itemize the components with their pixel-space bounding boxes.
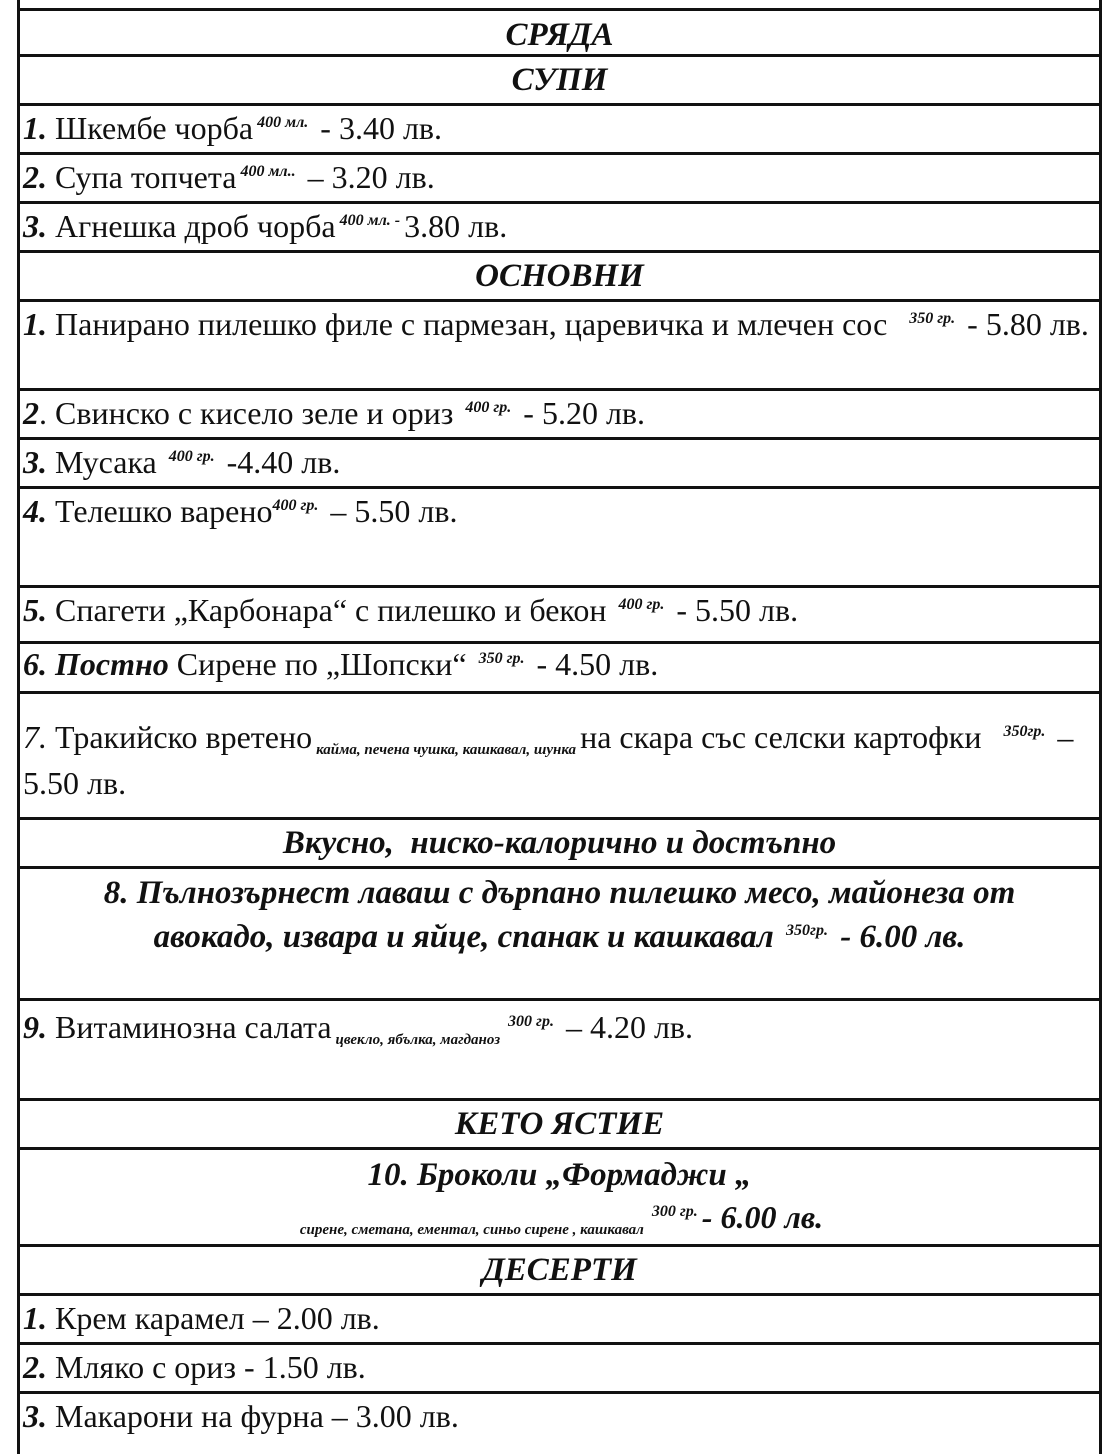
- section-header-light: [20, 820, 1099, 869]
- menu-item-dessert-2: 2. Мляко с ориз - 1.50 лв.: [20, 1345, 1099, 1394]
- section-title: ОСНОВНИ: [475, 258, 644, 294]
- top-border: [17, 0, 1102, 8]
- item-weight: 400 мл.: [257, 114, 309, 131]
- item-weight: 300 гр.: [508, 1013, 554, 1030]
- item-name: Телешко варено: [55, 493, 273, 529]
- item-price: - 6.00 лв.: [701, 1199, 824, 1235]
- section-header-mains: [20, 253, 1099, 302]
- menu-item-keto-10: [20, 1150, 1099, 1247]
- section-header-desserts: [20, 1247, 1099, 1296]
- item-name: Макарони на фурна – 3.00 лв.: [55, 1398, 459, 1434]
- item-weight: 350 гр.: [909, 310, 956, 327]
- item-name: Витаминозна салата: [55, 1009, 332, 1045]
- item-price: - 5.50 лв.: [676, 592, 799, 628]
- menu-item-light-8: [20, 869, 1099, 1001]
- item-weight: 400 мл. -: [339, 212, 401, 229]
- item-name: 8. Пълнозърнест лаваш с дърпано пилешко месо, майонеза от авокадо, извара и яйце, спанак и кашкавал: [103, 875, 1016, 955]
- item-price: 3.80 лв.: [404, 208, 508, 244]
- item-weight: 400 мл..: [240, 163, 296, 180]
- item-name: Крем карамел – 2.00 лв.: [55, 1300, 380, 1336]
- menu-item-dessert-1: 1. Крем карамел – 2.00 лв.: [20, 1296, 1099, 1345]
- item-price: - 5.20 лв.: [523, 395, 646, 431]
- item-weight: 350гр.: [786, 922, 828, 939]
- menu-item-main-2: 2. Свинско с кисело зеле и ориз $^{400 гр.}$ - 5.20 лв.: [20, 391, 1099, 440]
- item-price: – 3.20 лв.: [307, 159, 435, 195]
- item-price: - 5.80 лв.: [967, 306, 1089, 342]
- item-name-continued: на скара със селски картофки: [580, 719, 982, 755]
- menu-item-main-7: 7. Тракийско вретено $_{кайма, печена чушка, кашкавал, шунка}$ на скара със селски картофки $^{350гр.}$ – 5.50 лв.: [20, 694, 1099, 820]
- item-price: - 6.00 лв.: [840, 919, 966, 955]
- section-header-soups: [20, 57, 1099, 106]
- section-header-keto: [20, 1101, 1099, 1150]
- item-description: цвекло, ябълка, магданоз: [335, 1032, 501, 1048]
- item-name: 10. Броколи „Формаджи „: [367, 1157, 752, 1193]
- item-name: Супа топчета: [55, 159, 237, 195]
- item-name: Шкембе чорба: [55, 110, 254, 146]
- menu-item-soup-3: 3. Агнешка дроб чорба $^{400 мл. -}$ 3.80 лв.: [20, 204, 1099, 253]
- item-weight: 350гр.: [1003, 723, 1046, 740]
- menu-item-main-3: 3. Мусака $^{400 гр.}$ -4.40 лв.: [20, 440, 1099, 489]
- item-name: Спагети „Карбонара“ с пилешко и бекон: [55, 592, 607, 628]
- item-description: кайма, печена чушка, кашкавал, шунка: [316, 742, 577, 758]
- day-title: СРЯДА: [505, 17, 614, 53]
- daily-menu-table: [17, 8, 1102, 1454]
- item-weight: 400 гр.: [618, 596, 665, 613]
- item-weight: 350 гр.: [478, 650, 525, 667]
- day-header: [20, 8, 1099, 57]
- menu-item-main-4: 4. Телешко варено$^{400 гр.}$ – 5.50 лв.: [20, 489, 1099, 588]
- item-price: – 5.50 лв.: [330, 493, 458, 529]
- item-name: Сирене по „Шопски“: [176, 646, 467, 682]
- item-price: -4.40 лв.: [226, 444, 341, 480]
- menu-item-soup-1: 1. Шкембе чорба $^{400 мл.}$ - 3.40 лв.: [20, 106, 1099, 155]
- item-weight: 400 гр.: [465, 399, 512, 416]
- item-name: Мляко с ориз - 1.50 лв.: [55, 1349, 366, 1385]
- item-name: Панирано пилешко филе с пармезан, царевичка и млечен сос: [55, 306, 888, 342]
- item-price: - 3.40 лв.: [320, 110, 443, 146]
- item-weight: 400 гр.: [168, 448, 215, 465]
- item-name: Мусака: [55, 444, 157, 480]
- menu-item-main-5: 5. Спагети „Карбонара“ с пилешко и бекон $^{400 гр.}$ - 5.50 лв.: [20, 588, 1099, 644]
- item-price: – 4.20 лв.: [565, 1009, 694, 1045]
- menu-item-main-1: 1. Панирано пилешко филе с пармезан, царевичка и млечен сос $^{350 гр.}$ - 5.80 лв.: [20, 302, 1099, 391]
- menu-item-main-6: 6. Постно Сирене по „Шопски“ $^{350 гр.}$ - 4.50 лв.: [20, 644, 1099, 694]
- section-title: КЕТО ЯСТИЕ: [454, 1106, 665, 1142]
- section-title: СУПИ: [511, 62, 608, 98]
- item-name: Агнешка дроб чорба: [55, 208, 336, 244]
- item-tag-lent: Постно: [55, 646, 169, 682]
- item-name: . Свинско с кисело зеле и ориз: [39, 395, 454, 431]
- item-weight: 300 гр.: [651, 1203, 698, 1220]
- item-description: сирене, сметана, ементал, синьо сирене , кашкавал: [299, 1222, 644, 1238]
- item-price: - 4.50 лв.: [536, 646, 659, 682]
- menu-item-dessert-3: 3. Макарони на фурна – 3.00 лв.: [23, 1398, 459, 1434]
- section-title: Вкусно, ниско-калорично и достъпно: [282, 825, 837, 861]
- item-weight: 400 гр.: [272, 497, 319, 514]
- item-price: – 5.50 лв.: [23, 719, 1074, 801]
- item-name: Тракийско вретено: [55, 719, 313, 755]
- menu-item-light-9: 9. Витаминозна салата $_{цвекло, ябълка, магданоз}^{300 гр.}$ – 4.20 лв.: [20, 1001, 1099, 1101]
- menu-item-soup-2: 2. Супа топчета $^{400 мл..}$ – 3.20 лв.: [20, 155, 1099, 204]
- section-title: ДЕСЕРТИ: [482, 1252, 637, 1288]
